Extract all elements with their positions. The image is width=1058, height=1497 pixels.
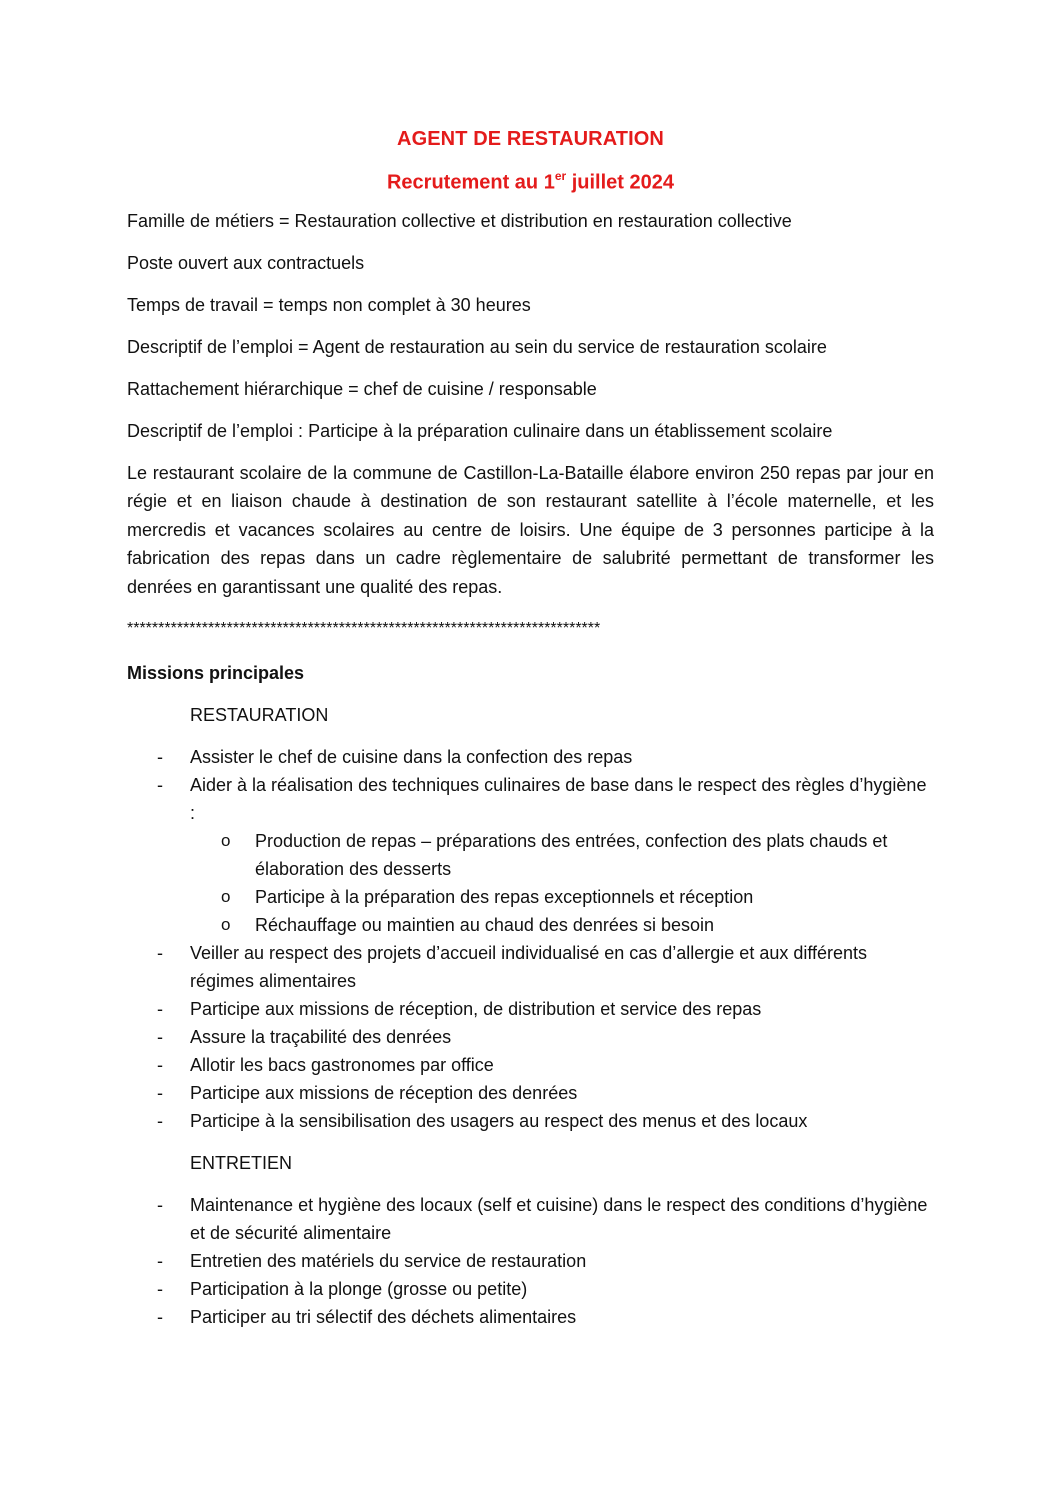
dash-bullet: - (157, 747, 163, 768)
list-item-text: Aider à la réalisation des techniques culinaires de base dans le respect des règles d’hygiène : (190, 775, 927, 824)
meta-line: Rattachement hiérarchique = chef de cuisine / responsable (127, 378, 597, 399)
section-label-entretien: ENTRETIEN (190, 1153, 293, 1174)
subtitle-suffix: juillet 2024 (566, 171, 675, 194)
list-item-text: Participation à la plonge (grosse ou petite) (190, 1279, 528, 1300)
entretien-list (127, 1191, 934, 1331)
list-item (127, 771, 934, 939)
meta-line: Descriptif de l’emploi : Participe à la préparation culinaire dans un établissement scolaire (127, 420, 833, 441)
list-item-text: Veiller au respect des projets d’accueil individualisé en cas d’allergie et aux différents régimes alimentaires (190, 943, 868, 992)
sub-list-item-text: Participe à la préparation des repas exceptionnels et réception (255, 887, 754, 908)
sub-list-item-text: Réchauffage ou maintien au chaud des denrées si besoin (255, 915, 714, 936)
list-item (127, 743, 934, 771)
dash-bullet: - (157, 1055, 163, 1076)
meta-line: Poste ouvert aux contractuels (127, 252, 365, 273)
subtitle-superscript: er (554, 169, 567, 183)
dash-bullet: - (157, 1279, 163, 1300)
page-subtitle (127, 170, 934, 195)
list-item (127, 1023, 934, 1051)
sub-list-item (190, 883, 934, 911)
list-item (127, 1247, 934, 1275)
list-item (127, 1191, 934, 1247)
list-item (127, 1107, 934, 1135)
dash-bullet: - (157, 943, 163, 964)
list-item-text: Entretien des matériels du service de restauration (190, 1251, 587, 1272)
list-item (127, 1275, 934, 1303)
list-item-text: Participe aux missions de réception des denrées (190, 1083, 578, 1104)
circle-bullet: o (221, 887, 231, 907)
job-meta (127, 207, 934, 445)
meta-line: Famille de métiers = Restauration collective et distribution en restauration collective (127, 210, 792, 231)
list-item-text: Assister le chef de cuisine dans la confection des repas (190, 747, 633, 768)
dash-bullet: - (157, 1111, 163, 1132)
list-item-text: Allotir les bacs gastronomes par office (190, 1055, 494, 1076)
dash-bullet: - (157, 1307, 163, 1328)
list-item (127, 1051, 934, 1079)
intro-paragraph: Le restaurant scolaire de la commune de Castillon-La-Bataille élabore environ 250 repas par jour en régie et en liaison chaude à destination de son restaurant satellite à l’école maternelle, et les mercredis et vacances scolaires au centre de loisirs. Une équipe de 3 personnes participe à la fabrication des repas dans un cadre règlementaire de salubrité permettant de transformer les denrées en garantissant une qualité des repas. (127, 462, 934, 597)
list-item (127, 939, 934, 995)
subtitle-prefix: Recrutement au 1 (386, 171, 555, 194)
dash-bullet: - (157, 1027, 163, 1048)
dash-bullet: - (157, 1195, 163, 1216)
circle-bullet: o (221, 915, 231, 935)
dash-bullet: - (157, 999, 163, 1020)
restauration-list (127, 743, 934, 1135)
list-item (127, 995, 934, 1023)
section-label-restauration: RESTAURATION (190, 705, 329, 726)
meta-line: Descriptif de l’emploi = Agent de restauration au sein du service de restauration scolaire (127, 336, 827, 357)
dash-bullet: - (157, 1251, 163, 1272)
circle-bullet: o (221, 831, 231, 851)
sub-list (190, 827, 934, 939)
separator-line: **************************************************************************** (127, 620, 601, 638)
sub-list-item (190, 827, 934, 883)
missions-title: Missions principales (127, 663, 305, 684)
list-item-text: Maintenance et hygiène des locaux (self et cuisine) dans le respect des conditions d’hygiène et de sécurité alimentaire (190, 1195, 928, 1244)
dash-bullet: - (157, 775, 163, 796)
list-item-text: Participe aux missions de réception, de distribution et service des repas (190, 999, 762, 1020)
list-item (127, 1303, 934, 1331)
sub-list-item-text: Production de repas – préparations des entrées, confection des plats chauds et élaboration des desserts (255, 831, 888, 880)
meta-line: Temps de travail = temps non complet à 30 heures (127, 294, 531, 315)
dash-bullet: - (157, 1083, 163, 1104)
page-title: AGENT DE RESTAURATION (397, 128, 664, 150)
list-item-text: Participe à la sensibilisation des usagers au respect des menus et des locaux (190, 1111, 808, 1132)
sub-list-item (190, 911, 934, 939)
list-item-text: Assure la traçabilité des denrées (190, 1027, 452, 1048)
list-item-text: Participer au tri sélectif des déchets alimentaires (190, 1307, 577, 1328)
list-item (127, 1079, 934, 1107)
